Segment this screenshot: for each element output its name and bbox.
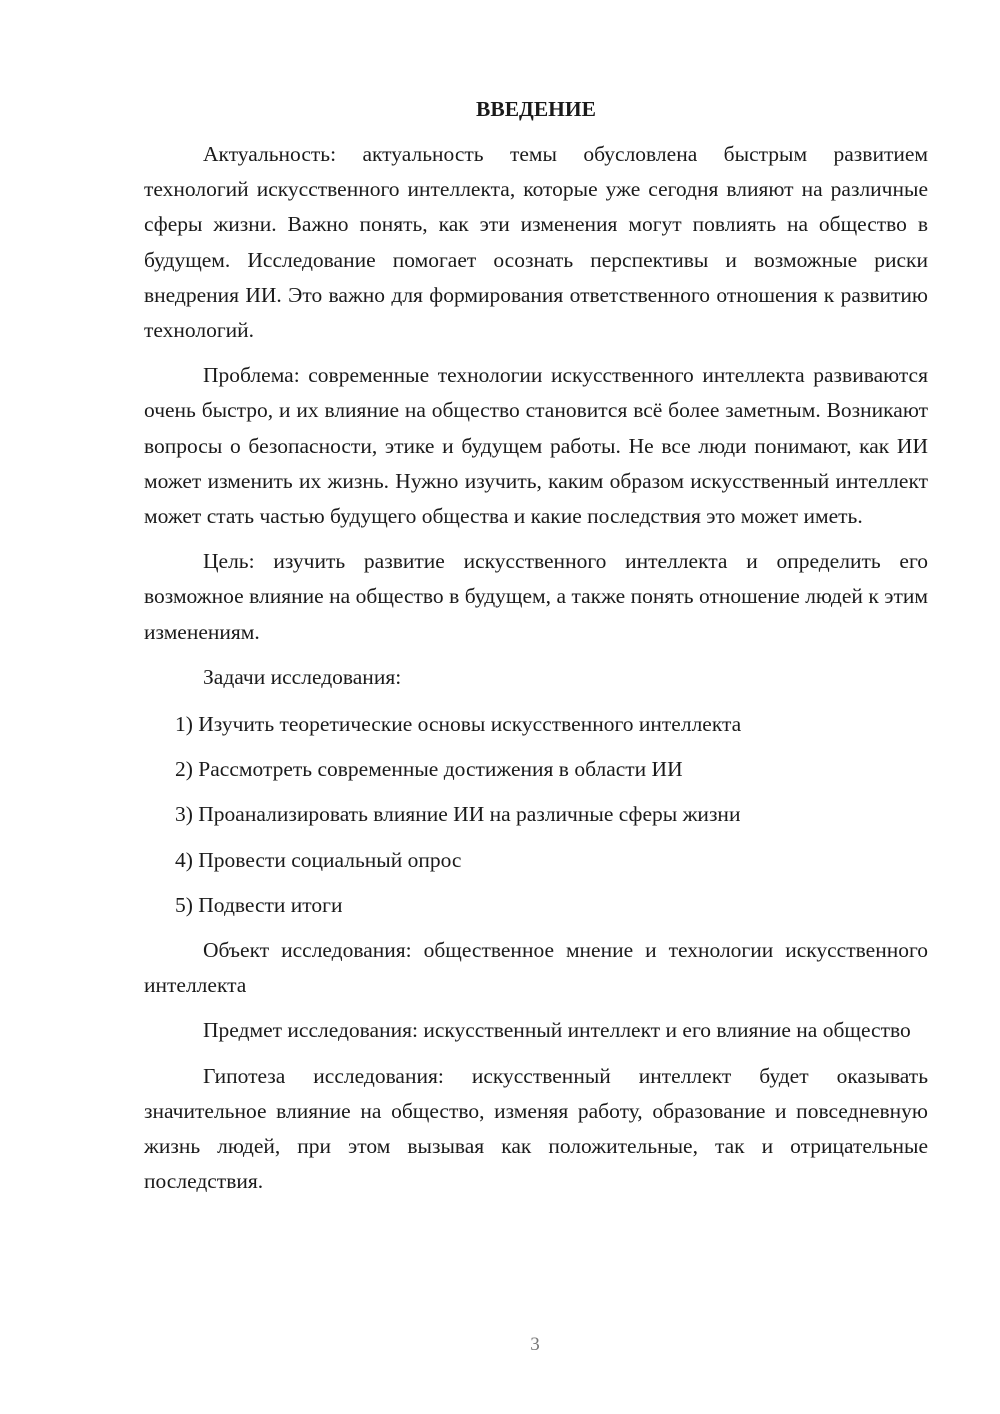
tasks-title: Задачи исследования: (203, 664, 402, 689)
object-paragraph: Объект исследования: общественное мнение и технологии искусственного интеллекта (144, 938, 928, 998)
hypothesis-paragraph: Гипотеза исследования: искусственный интеллект будет оказывать значительное влияние на общество, изменяя работу, образование и повседневную жизнь людей, при этом вызывая как положительные, так и отрицательные последствия. (144, 1063, 928, 1194)
goal-paragraph: Цель: изучить развитие искусственного интеллекта и определить его возможное влияние на общество в будущем, а также понять отношение людей к этим изменениям. (144, 549, 928, 644)
tasks-list (144, 707, 928, 923)
page-content (144, 92, 928, 1209)
section-heading: ВВЕДЕНИЕ (476, 97, 596, 121)
task-item: 5) Подвести итоги (175, 892, 343, 917)
subject-paragraph: Предмет исследования: искусственный интеллект и его влияние на общество (203, 1018, 911, 1043)
task-item: 3) Проанализировать влияние ИИ на различные сферы жизни (175, 802, 741, 827)
problem-paragraph: Проблема: современные технологии искусственного интеллекта развиваются очень быстро, и их влияние на общество становится всё более заметным. Возникают вопросы о безопасности, этике и будущем работы. Не все люди понимают, как ИИ может изменить их жизнь. Нужно изучить, каким образом искусственный интеллект может стать частью будущего общества и какие последствия это может иметь. (144, 363, 928, 529)
task-item: 2) Рассмотреть современные достижения в области ИИ (175, 757, 683, 782)
page-number: 3 (530, 1334, 540, 1355)
task-item: 1) Изучить теоретические основы искусственного интеллекта (175, 712, 742, 737)
task-item: 4) Провести социальный опрос (175, 847, 462, 872)
relevance-paragraph: Актуальность: актуальность темы обусловлена быстрым развитием технологий искусственного интеллекта, которые уже сегодня влияют на различные сферы жизни. Важно понять, как эти изменения могут повлиять на общество в будущем. Исследование помогает осознать перспективы и возможные риски внедрения ИИ. Это важно для формирования ответственного отношения к развитию технологий. (144, 142, 928, 343)
